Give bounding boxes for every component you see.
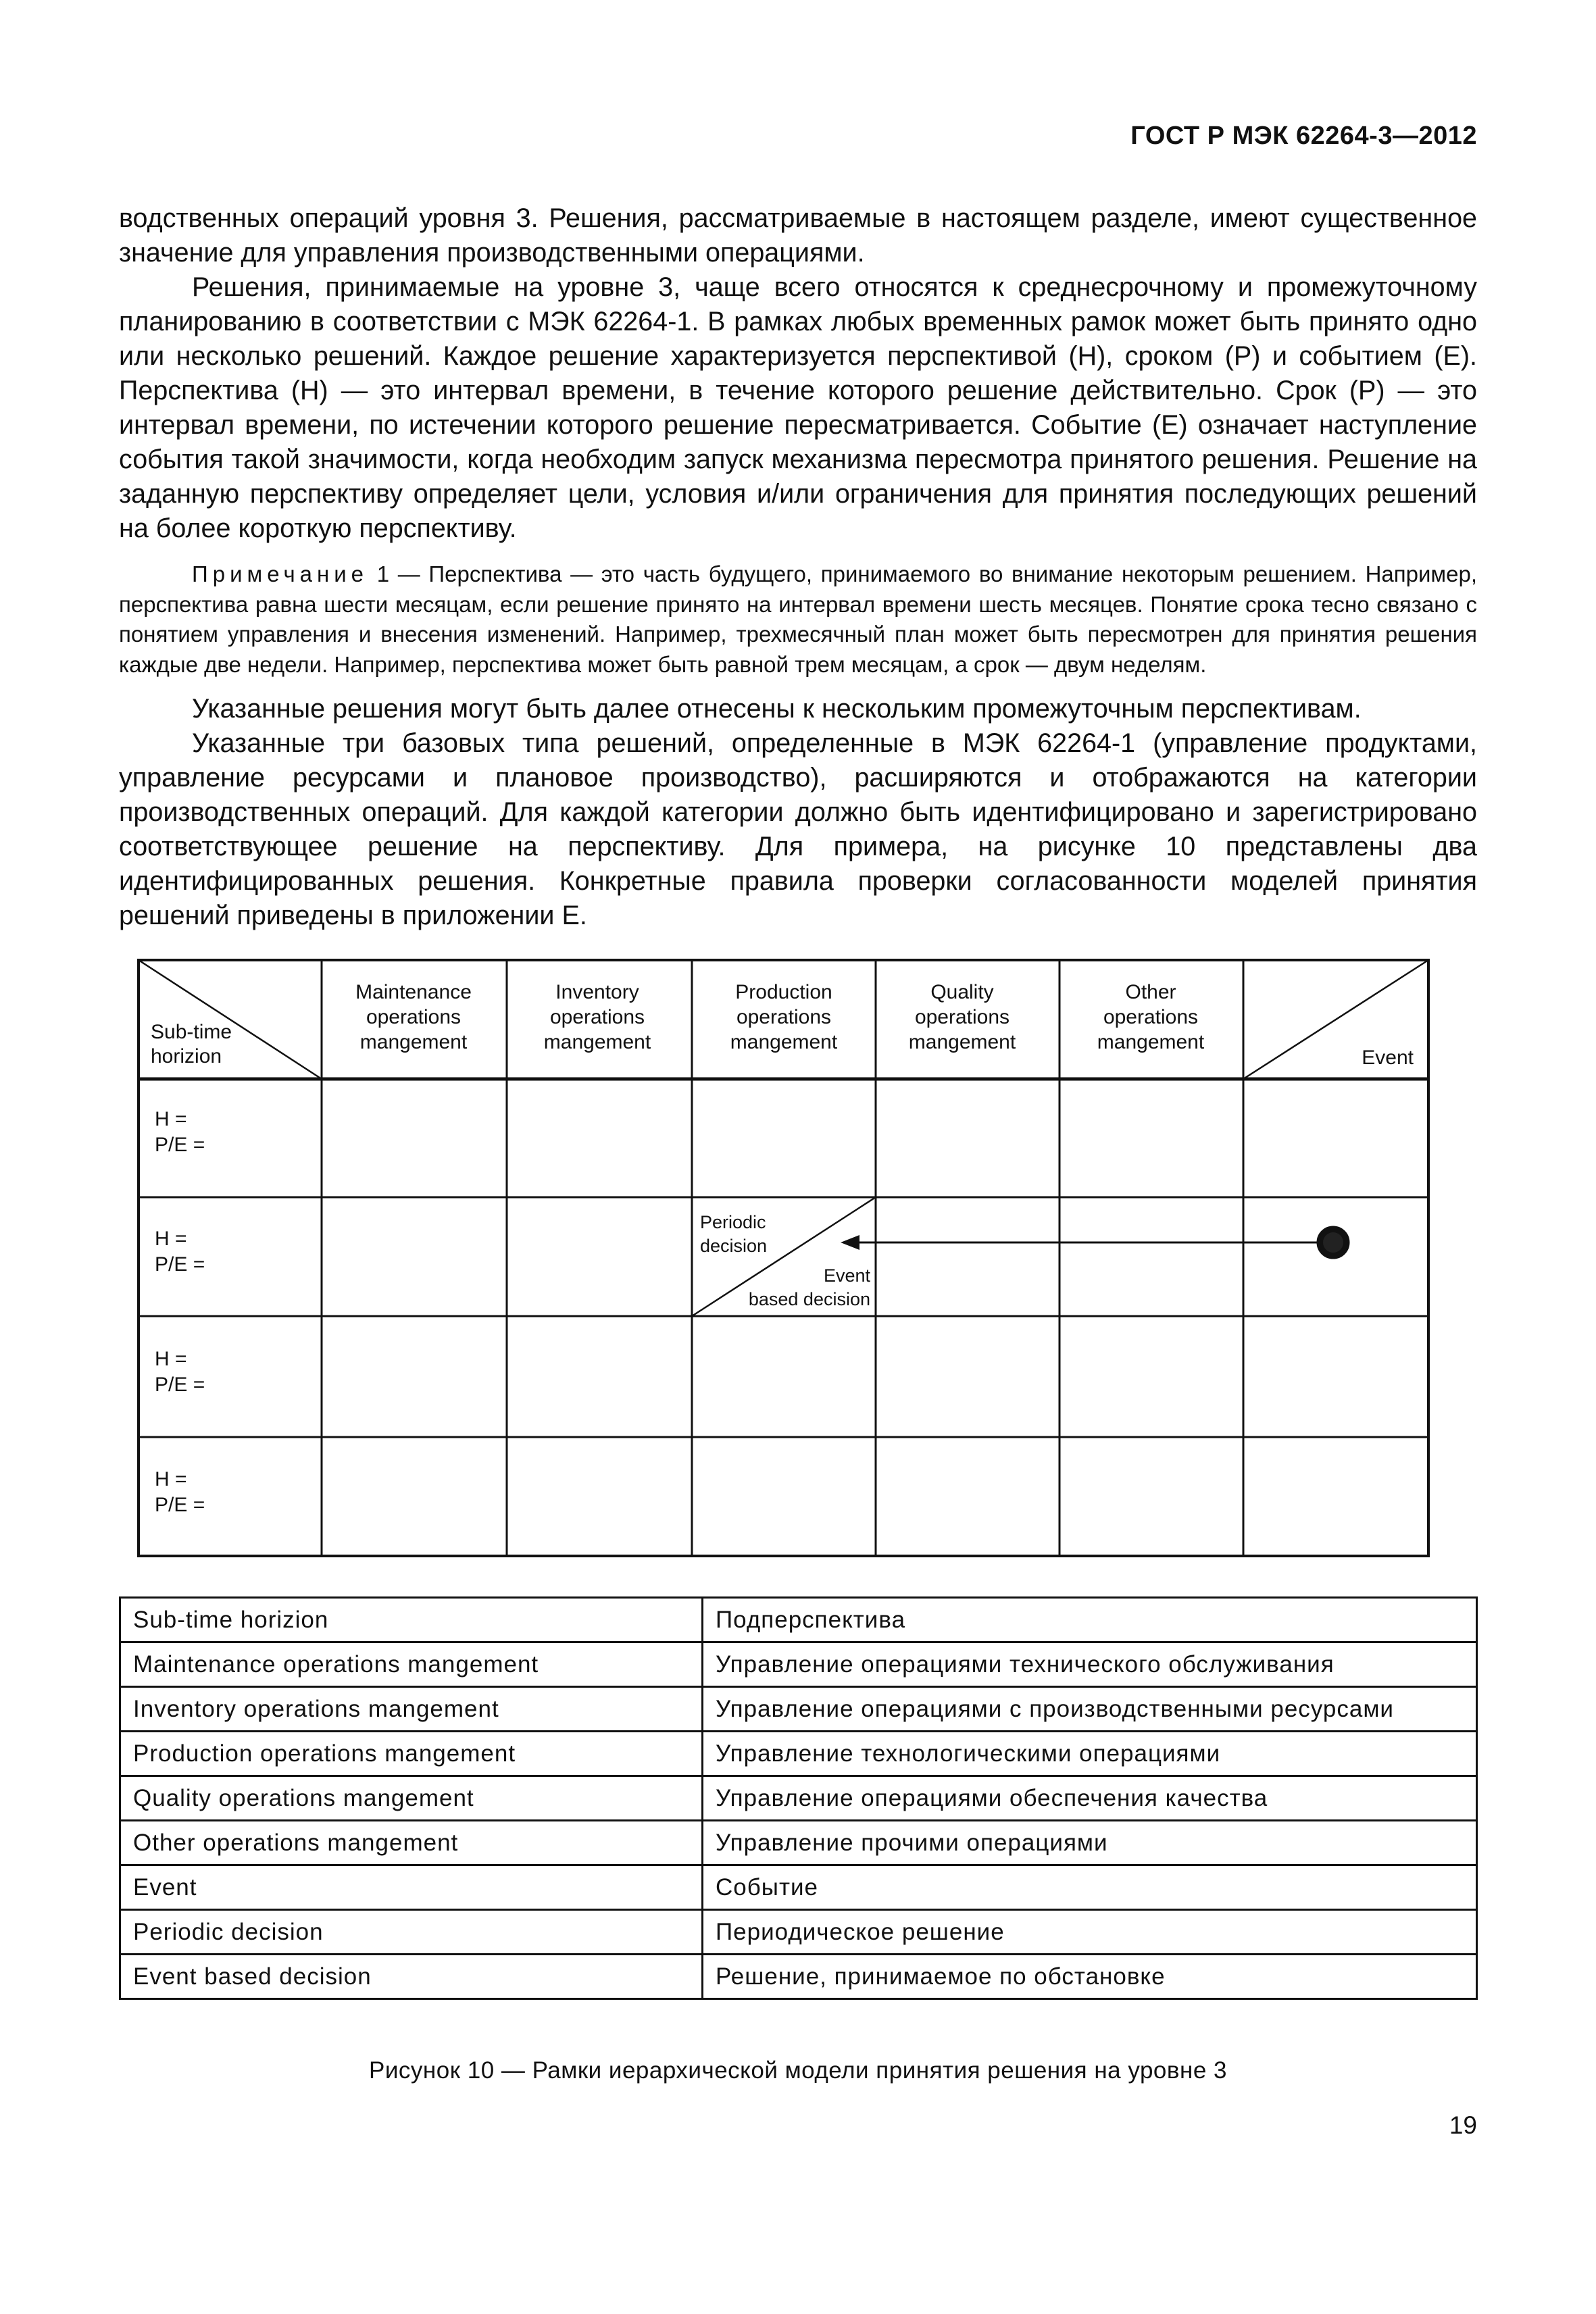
- legend-term: Periodic decision: [120, 1910, 703, 1955]
- column-header-line: operations: [736, 1006, 832, 1028]
- legend-translation: Управление прочими операциями: [703, 1821, 1477, 1865]
- event-based-decision-label: Event: [823, 1265, 870, 1286]
- page-number: 19: [1449, 2111, 1477, 2139]
- row-pe-label: P/E =: [155, 1253, 205, 1276]
- column-header-line: mangement: [730, 1031, 838, 1053]
- corner-diagonal: [139, 960, 322, 1079]
- legend-translation: Подперспектива: [703, 1598, 1477, 1642]
- legend-term: Inventory operations mangement: [120, 1687, 703, 1732]
- note-paragraph: [119, 559, 1477, 680]
- legend-row: [120, 1821, 1477, 1865]
- column-header-line: operations: [549, 1006, 645, 1028]
- row-pe-label: P/E =: [155, 1494, 205, 1516]
- event-marker-icon: [1318, 1227, 1349, 1258]
- corner-label-bottom: horizion: [151, 1045, 222, 1067]
- periodic-decision-label: Periodic: [700, 1212, 766, 1232]
- legend-term: Other operations mangement: [120, 1821, 703, 1865]
- paragraph-4: Указанные три базовых типа решений, определенные в МЭК 62264-1 (управление продуктами, управление ресурсами и плановое производство), расширяются и отображаются на категории производственных операций. Для каждой категории должно быть идентифицировано и зарегистрировано соответствующее решение на перспективу. Для примера, на рисунке 10 представлены два идентифицированных решения. Конкретные правила проверки согласованности моделей принятия решений приведены в приложении Е.: [119, 728, 1477, 930]
- corner-label-top: Sub-time: [151, 1021, 232, 1043]
- column-header-line: mangement: [908, 1031, 1016, 1053]
- column-header-line: operations: [914, 1006, 1010, 1028]
- event-header-diagonal: [1243, 960, 1428, 1079]
- periodic-decision-label: decision: [700, 1236, 768, 1256]
- legend-row: [120, 1642, 1477, 1687]
- event-marker-core: [1323, 1232, 1343, 1253]
- legend-translation: Событие: [703, 1865, 1477, 1910]
- legend-translation: Управление операциями обеспечения качества: [703, 1776, 1477, 1821]
- legend-term: Quality operations mangement: [120, 1776, 703, 1821]
- legend-row: [120, 1598, 1477, 1642]
- column-header-line: Other: [1125, 981, 1176, 1003]
- column-header-line: mangement: [1097, 1031, 1205, 1053]
- figure-caption: Рисунок 10 — Рамки иерархической модели принятия решения на уровне 3: [369, 2057, 1227, 2084]
- legend-term: Event: [120, 1865, 703, 1910]
- decision-split-diagonal: [692, 1197, 876, 1316]
- note-label: Примечание: [192, 561, 369, 586]
- paragraph-3: Указанные решения могут быть далее отнесены к нескольким промежуточным перспективам.: [192, 694, 1362, 724]
- note-text: 1 — Перспектива — это часть будущего, принимаемого во внимание некоторым решением. Например, перспектива равна шести месяцам, если решение принято на интервал времени шесть месяцев. Понятие срока тесно связано с понятием управления и внесения изменений. Например, трехмесячный план может быть пересмотрен для принятия решения каждые две недели. Например, перспектива может быть равной трем месяцам, а срок — двум неделям.: [119, 561, 1477, 677]
- legend-translation: Управление технологическими операциями: [703, 1732, 1477, 1776]
- paragraph-2: Решения, принимаемые на уровне 3, чаще всего относятся к среднесрочному и промежуточному планированию в соответствии с МЭК 62264-1. В рамках любых временных рамок может быть принято одно или несколько решений. Каждое решение характеризуется перспективой (H), сроком (P) и событием (E). Перспектива (H) — это интервал времени, в течение которого решение действительно. Срок (P) — это интервал времени, по истечении которого решение пересматривается. Событие (E) означает наступление события такой значимости, когда необходим запуск механизма пересмотра принятого решения. Решение на заданную перспективу определяет цели, условия и/или ограничения для принятия последующих решений на более короткую перспективу.: [119, 272, 1477, 543]
- legend-term: Maintenance operations mangement: [120, 1642, 703, 1687]
- column-header-line: Production: [735, 981, 832, 1003]
- legend-row: [120, 1687, 1477, 1732]
- legend-translation: Решение, принимаемое по обстановке: [703, 1955, 1477, 1999]
- row-pe-label: P/E =: [155, 1374, 205, 1396]
- body-text: [119, 201, 1477, 933]
- figure-outer-frame: [139, 960, 1428, 1556]
- legend-term: Sub-time horizion: [120, 1598, 703, 1642]
- legend-table: [119, 1596, 1478, 2000]
- legend-row: [120, 1955, 1477, 1999]
- legend-table-body: [120, 1598, 1477, 1999]
- column-header-line: operations: [1103, 1006, 1199, 1028]
- column-header-line: Inventory: [555, 981, 639, 1003]
- row-pe-label: P/E =: [155, 1134, 205, 1156]
- legend-row: [120, 1732, 1477, 1776]
- legend-translation: Периодическое решение: [703, 1910, 1477, 1955]
- event-column-header: Event: [1362, 1047, 1414, 1069]
- standard-code-header: ГОСТ Р МЭК 62264-3—2012: [1130, 122, 1477, 150]
- row-h-label: H =: [155, 1108, 187, 1130]
- column-header-line: Maintenance: [355, 981, 472, 1003]
- column-header-line: Quality: [930, 981, 994, 1003]
- column-header-line: operations: [366, 1006, 462, 1028]
- column-header-line: mangement: [359, 1031, 468, 1053]
- row-h-label: H =: [155, 1348, 187, 1370]
- legend-row: [120, 1865, 1477, 1910]
- event-based-decision-label: based decision: [748, 1289, 870, 1309]
- row-h-label: H =: [155, 1228, 187, 1250]
- paragraph-1: водственных операций уровня 3. Решения, рассматриваемые в настоящем разделе, имеют существенное значение для управления производственными операциями.: [119, 203, 1477, 268]
- legend-translation: Управление операциями технического обслуживания: [703, 1642, 1477, 1687]
- row-h-label: H =: [155, 1468, 187, 1490]
- column-header-line: mangement: [543, 1031, 651, 1053]
- legend-row: [120, 1776, 1477, 1821]
- arrow-head-icon: [841, 1235, 859, 1250]
- legend-translation: Управление операциями с производственными ресурсами: [703, 1687, 1477, 1732]
- legend-row: [120, 1910, 1477, 1955]
- legend-term: Production operations mangement: [120, 1732, 703, 1776]
- legend-term: Event based decision: [120, 1955, 703, 1999]
